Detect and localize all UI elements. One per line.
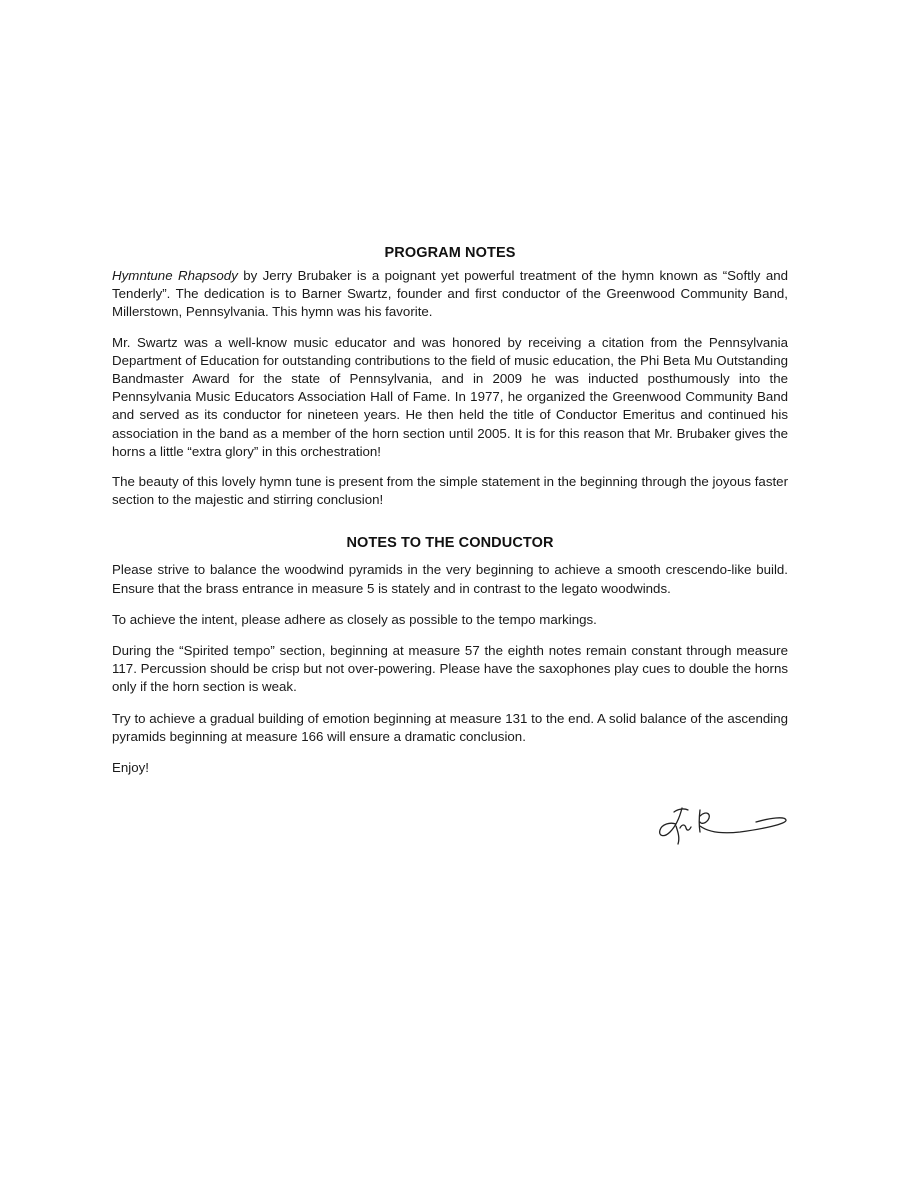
conductor-notes-paragraph-3: During the “Spirited tempo” section, beginning at measure 57 the eighth notes remain constant through measure 117. Percussion should be crisp but not over-powering. Please have the saxophones play cues to double the horns only if the horn section is weak.: [112, 643, 788, 695]
program-notes-paragraph-1-text: by Jerry Brubaker is a poignant yet powerful treatment of the hymn known as “Softly and Tenderly”. The dedication is to Barner Swartz, founder and first conductor of the Greenwood Community Band, Millerstown, Pennsylvania. This hymn was his favorite.: [112, 268, 788, 320]
conductor-notes-section: [112, 535, 788, 777]
signature-stroke-j: [660, 808, 688, 836]
program-notes-paragraph-2: Mr. Swartz was a well-know music educator and was honored by receiving a citation from the Pennsylvania Department of Education for outstanding contributions to the field of music education, the Phi Beta Mu Outstanding Bandmaster Award for the state of Pennsylvania, and in 2009 he was inducted posthumously into the Pennsylvania Music Educators Association Hall of Fame. In 1977, he organized the Greenwood Community Band and served as its conductor for nineteen years. He then held the title of Conductor Emeritus and continued his association in the band as a member of the horn section until 2005. It is for this reason that Mr. Brubaker gives the horns a little “extra glory” in this orchestration!: [112, 334, 788, 459]
conductor-notes-paragraph-4: Try to achieve a gradual building of emotion beginning at measure 131 to the end. A solid balance of the ascending pyramids beginning at measure 166 will ensure a dramatic conclusion.: [112, 710, 788, 744]
signature-stroke-mid: [676, 825, 691, 844]
notes-page: [112, 245, 788, 790]
conductor-notes-paragraph-1: Please strive to balance the woodwind pyramids in the very beginning to achieve a smooth crescendo-like build. Ensure that the brass entrance in measure 5 is stately and in contrast to the legato woodwinds.: [112, 562, 788, 596]
signature-stroke-b: [699, 810, 786, 833]
program-notes-paragraph-3: The beauty of this lovely hymn tune is present from the simple statement in the beginning through the joyous faster section to the majestic and stirring conclusion!: [112, 474, 788, 508]
program-notes-title: PROGRAM NOTES: [384, 245, 516, 261]
program-notes-section: [112, 245, 788, 509]
program-notes-paragraph-1: [112, 267, 788, 322]
closing-line: Enjoy!: [112, 760, 149, 776]
conductor-notes-paragraph-2: To achieve the intent, please adhere as closely as possible to the tempo markings.: [112, 611, 597, 627]
signature-icon: [652, 802, 792, 852]
conductor-notes-title: NOTES TO THE CONDUCTOR: [346, 535, 554, 552]
composition-title: Hymntune Rhapsody: [112, 268, 238, 283]
